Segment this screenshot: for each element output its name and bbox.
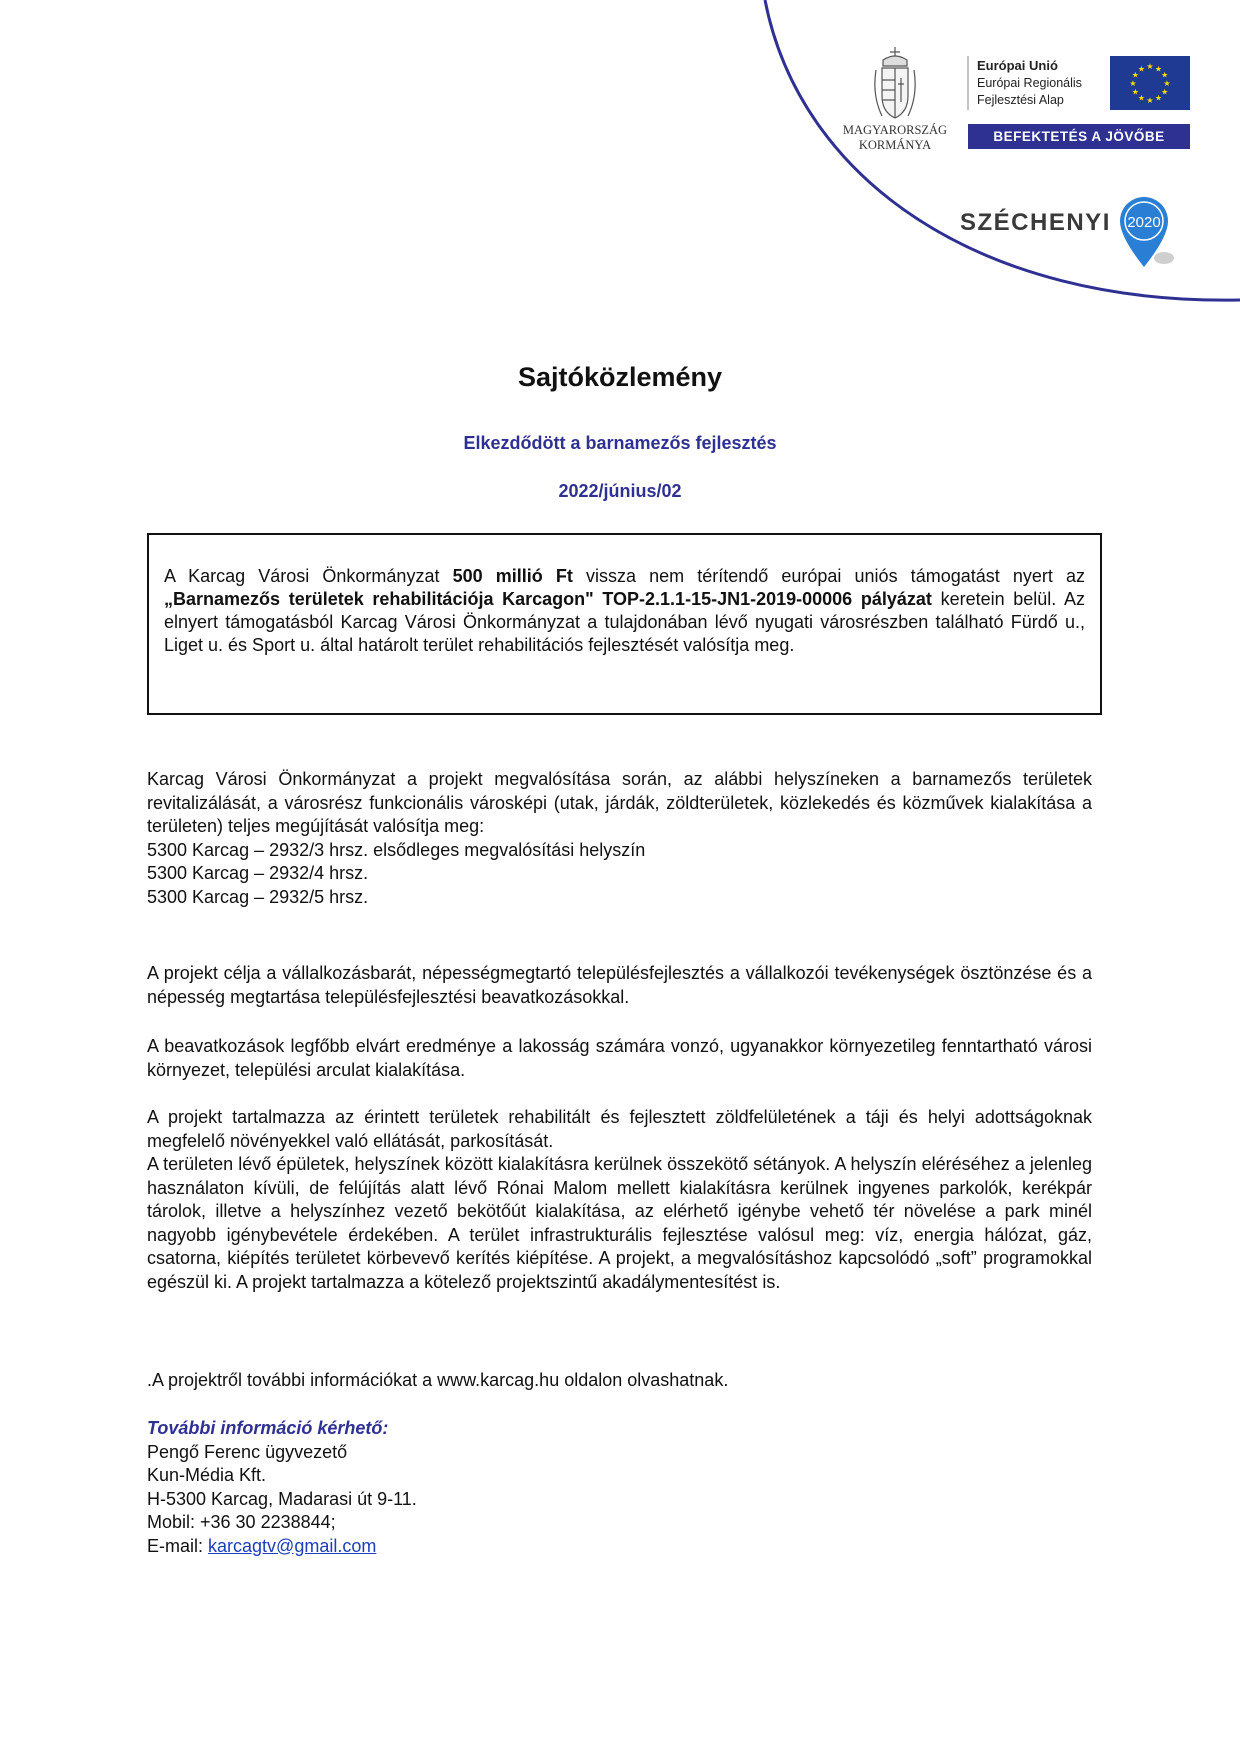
contact-heading: További információ kérhető: [147,1418,389,1438]
eu-star-icon: ★ [1146,96,1154,105]
eu-banner-text: BEFEKTETÉS A JÖVŐBE [993,129,1165,144]
email-link[interactable]: karcagtv@gmail.com [208,1535,377,1556]
goal-paragraph: A projekt célja a vállalkozásbarát, népességmegtartó településfejlesztés a vállalkozói tevékenységek ösztönzése és a népesség megtartása településfejlesztési beavatkozásokkal. [147,963,1092,1007]
intro-paragraph [147,768,1092,909]
gov-logo-line1: MAGYARORSZÁG [842,123,948,137]
summary-text-2: vissza nem térítendő európai uniós támogatást nyert az [572,566,1085,586]
project-name: „Barnamezős területek rehabilitációja Karcagon" TOP-2.1.1-15-JN1-2019-00006 pályázat [164,589,932,609]
page-title: Sajtóközlemény [517,362,723,392]
intro-text: Karcag Városi Önkormányzat a projekt megvalósítása során, az alábbi helyszíneken a barnamezős területek revitalizálását, a városrész funkcionális városképi (utak, járdák, zöldterületek, közlekedés és közművek kialakítása a területen) teljes megújítását valósítja meg: [147,769,1092,836]
eu-star-icon: ★ [1146,62,1154,71]
summary-text-3: keretein belül. Az elnyert támogatásból Karcag Városi Önkormányzat a tulajdonában lévő nyugati városrészben található Fürdő u., Liget u. és Sport u. által határolt terület rehabilitációs fejlesztését valósítja meg. [164,589,1085,655]
eu-star-icon: ★ [1129,79,1137,88]
summary-text-1: A Karcag Városi Önkormányzat [164,566,453,586]
location-item: 5300 Karcag – 2932/3 hrsz. elsődleges megvalósítási helyszín [147,839,646,860]
contact-name: Pengő Ferenc ügyvezető [147,1441,348,1462]
eu-star-icon: ★ [1131,70,1139,80]
eu-star-icon: ★ [1131,87,1139,97]
content-paragraph [147,1106,1092,1294]
header-logos [0,0,1240,340]
eu-star-icon: ★ [1137,93,1146,103]
eu-star-icon: ★ [1154,93,1163,103]
email-label: E-mail: [147,1535,209,1556]
eu-star-icon: ★ [1161,70,1169,80]
hungarian-coat-of-arms-icon [875,47,915,118]
eu-line2: Európai Regionális [977,76,1082,90]
location-item: 5300 Karcag – 2932/5 hrsz. [147,886,369,907]
contact-email-line [147,1535,1092,1559]
press-release-date: 2022/június/02 [558,481,682,501]
content-text-2: A területen lévő épületek, helyszínek között kialakításra kerülnek összekötő sétányok. A helyszín eléréséhez a jelenleg használaton kívüli, de felújítás alatt lévő Rónai Malom mellett kialakításra kerülnek ingyenes parkolók, kerékpár tárolok, illetve a helyszínhez vezető bekötőút kialakítása, az elérhető igénybe vehető tér növelése a park minél nagyobb igénybevétele érdekében. A terület infrastrukturális fejlesztése valósul meg: víz, energia hálózat, gáz, csatorna, kiépítés területet körbevevő kerítés kiépítése. A projekt, a megvalósításhoz kapcsolódó „soft” programokkal egészül ki. A projekt tartalmazza a kötelező projektszintű akadálymentesítést is. [147,1154,1092,1292]
eu-line1: Európai Unió [977,58,1058,73]
content-text-1: A projekt tartalmazza az érintett területek rehabilitált és fejlesztett zöldfelületének a táji és helyi adottságoknak megfelelő növényekkel való ellátását, parkosítását. [147,1107,1092,1151]
eu-star-icon: ★ [1137,64,1146,74]
szechenyi-logo-text: SZÉCHENYI [960,209,1111,236]
summary-box [147,533,1102,715]
result-paragraph: A beavatkozások legfőbb elvárt eredménye a lakosság számára vonzó, ugyanakkor környezetileg fenntartható városi környezet, települési arculat kialakítása. [147,1036,1092,1080]
contact-block [147,1417,1092,1558]
location-item: 5300 Karcag – 2932/4 hrsz. [147,863,369,883]
eu-line3: Fejlesztési Alap [977,93,1064,107]
eu-star-icon: ★ [1154,64,1163,74]
szechenyi-year: 2020 [1127,214,1161,231]
more-info-line: .A projektről további információkat a www.karcag.hu oldalon olvashatnak. [147,1370,729,1390]
grant-amount: 500 millió Ft [452,566,573,586]
eu-star-icon: ★ [1161,87,1169,97]
contact-company: Kun-Média Kft. [147,1465,267,1485]
gov-logo-line2: KORMÁNYA [858,138,932,152]
page-subtitle: Elkezdődött a barnamezős fejlesztés [463,433,777,453]
eu-star-icon: ★ [1163,79,1171,88]
contact-mobile: Mobil: +36 30 2238844; [147,1512,336,1532]
szechenyi-map-pin-icon [1120,197,1174,267]
contact-address: H-5300 Karcag, Madarasi út 9-11. [147,1488,417,1509]
